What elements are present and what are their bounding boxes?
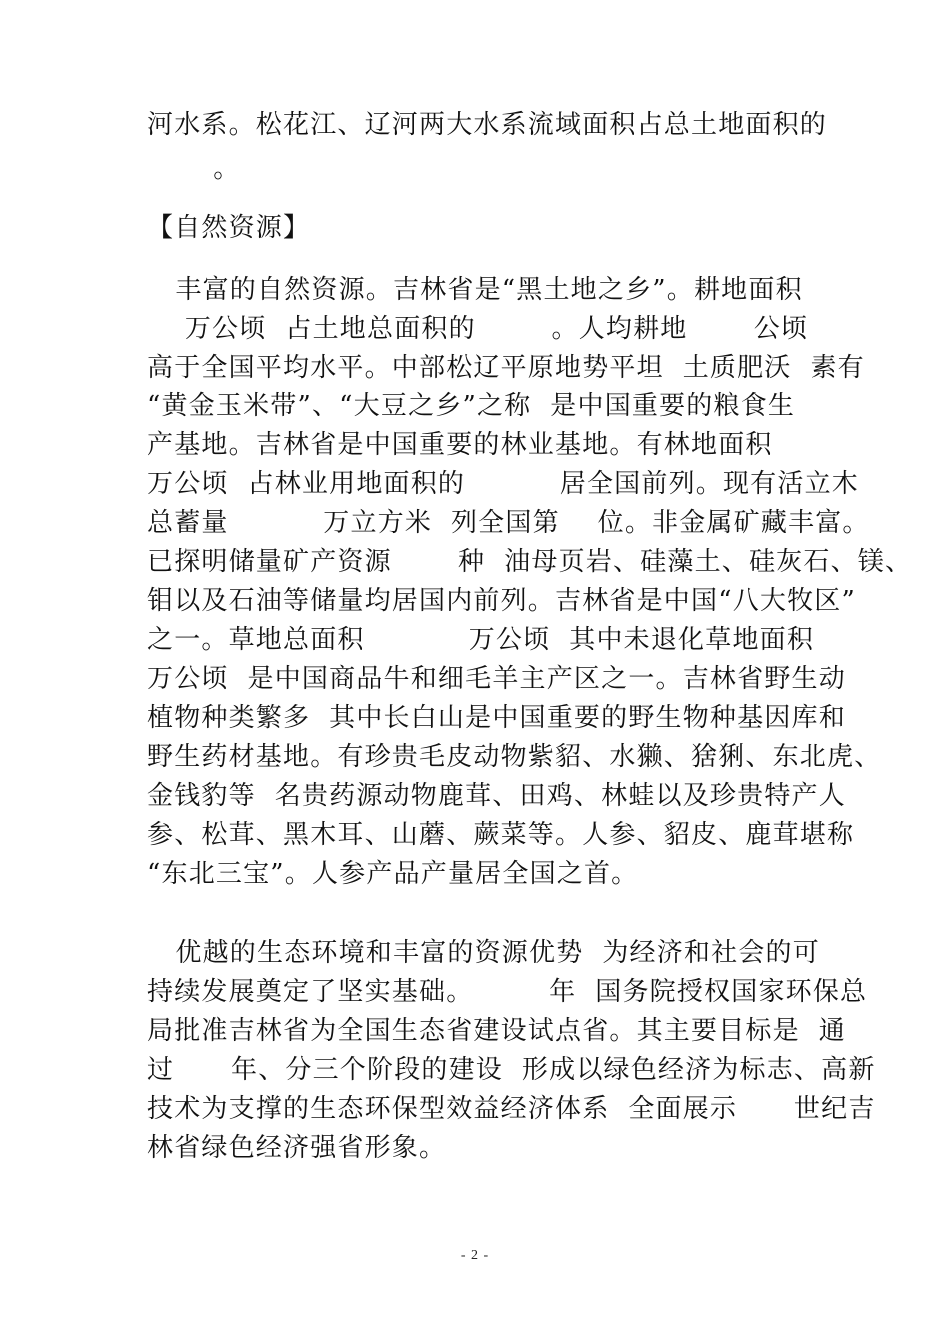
paragraph-line: 局批准吉林省为全国生态省建设试点省。其主要目标是 通: [147, 1016, 846, 1046]
section-heading: 【自然资源】: [147, 213, 311, 243]
paragraph-line: 参、松茸、黑木耳、山蘑、蕨菜等。人参、貂皮、鹿茸堪称: [147, 820, 855, 850]
page-number: - 2 -: [460, 1248, 490, 1263]
paragraph-line: 总蓄量 万立方米 列全国第 位。非金属矿藏丰富。: [147, 508, 870, 538]
paragraph-line: “东北三宝”。人参产品产量居全国之首。: [147, 859, 639, 889]
paragraph-line: 万公顷 是中国商品牛和细毛羊主产区之一。吉林省野生动: [147, 664, 846, 694]
paragraph-line: 技术为支撑的生态环保型效益经济体系 全面展示 世纪吉: [147, 1094, 876, 1124]
paragraph-line: 已探明储量矿产资源 种 油母页岩、硅藻土、硅灰石、镁、: [147, 547, 913, 577]
paragraph-line: 持续发展奠定了坚实基础。 年 国务院授权国家环保总: [147, 977, 868, 1007]
paragraph-line: 过 年、分三个阶段的建设 形成以绿色经济为标志、高新: [147, 1055, 876, 1085]
continuation-line-2: 。: [147, 154, 241, 184]
paragraph-line: 万公顷 占林业用地面积的 居全国前列。现有活立木: [147, 469, 859, 499]
paragraph-line: 野生药材基地。有珍贵毛皮动物紫貂、水獭、猞猁、东北虎、: [147, 742, 882, 772]
paragraph-line: 植物种类繁多 其中长白山是中国重要的野生物种基因库和: [147, 703, 846, 733]
paragraph-line: “黄金玉米带”、“大豆之乡”之称 是中国重要的粮食生: [147, 391, 796, 421]
continuation-line-1: 河水系。松花江、辽河两大水系流域面积占总土地面积的: [147, 110, 828, 140]
paragraph-line: 产基地。吉林省是中国重要的林业基地。有林地面积: [147, 430, 773, 460]
paragraph-line: 金钱豹等 名贵药源动物鹿茸、田鸡、林蛙以及珍贵特产人: [147, 781, 846, 811]
paragraph-line: 万公顷 占土地总面积的 。人均耕地 公顷: [147, 314, 809, 344]
paragraph-line: 优越的生态环境和丰富的资源优势 为经济和社会的可: [147, 938, 820, 968]
paragraph-line: 之一。草地总面积 万公顷 其中未退化草地面积: [147, 625, 815, 655]
paragraph-line: 高于全国平均水平。中部松辽平原地势平坦 土质肥沃 素有: [147, 353, 865, 383]
paragraph-line: 林省绿色经济强省形象。: [147, 1133, 447, 1163]
paragraph-line: 钼以及石油等储量均居国内前列。吉林省是中国“八大牧区”: [147, 586, 856, 616]
paragraph-line: 丰富的自然资源。吉林省是“黑土地之乡”。耕地面积: [147, 275, 803, 305]
